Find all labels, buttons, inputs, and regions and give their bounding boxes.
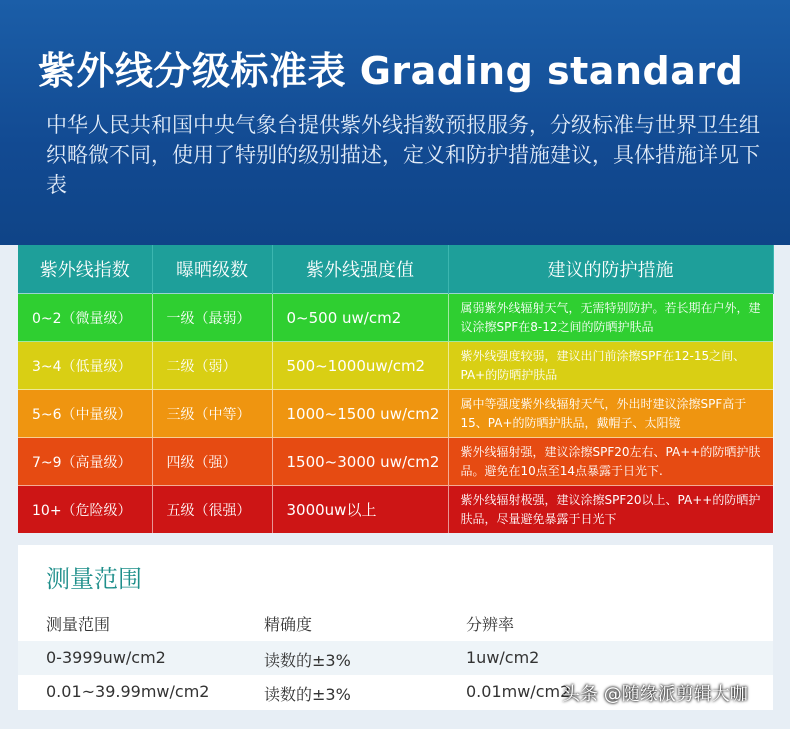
accuracy-cell: 读数的±3% [264, 685, 351, 704]
watermark: 头条 @随缘派剪辑大咖 [562, 684, 748, 705]
uv-index-cell: 5~6（中量级） [18, 390, 152, 438]
table-row [18, 486, 773, 534]
uv-index-cell: 3~4（低量级） [18, 342, 152, 390]
measurement-header-resolution: 分辨率 [466, 615, 515, 634]
advice-cell: 属弱紫外线辐射天气，无需特别防护。若长期在户外，建议涂擦SPF在8-12之间的防晒护肤品 [448, 294, 773, 342]
page-title: 紫外线分级标准表 Grading standard [38, 49, 744, 93]
advice-cell: 属中等强度紫外线辐射天气，外出时建议涂擦SPF高于15、PA+的防晒护肤品，戴帽子、太阳镜 [448, 390, 773, 438]
table-header-row [18, 245, 773, 294]
intensity-cell: 1000~1500 uw/cm2 [272, 390, 448, 438]
intensity-cell: 0~500 uw/cm2 [272, 294, 448, 342]
resolution-cell: 0.01mw/cm2 [466, 682, 571, 701]
advice-cell: 紫外线辐射极强，建议涂擦SPF20以上、PA++的防晒护肤品，尽量避免暴露于日光下 [448, 486, 773, 534]
advice-cell: 紫外线强度较弱，建议出门前涂擦SPF在12-15之间、PA+的防晒护肤品 [448, 342, 773, 390]
measurement-header-accuracy: 精确度 [264, 615, 313, 634]
range-cell: 0-3999uw/cm2 [46, 648, 166, 667]
header-banner [0, 0, 790, 245]
uv-grading-table [18, 245, 774, 533]
measurement-header-range: 测量范围 [46, 615, 111, 634]
exposure-level-cell: 四级（强） [152, 438, 272, 486]
measurement-header-row [18, 605, 773, 639]
measurement-row [18, 641, 773, 675]
column-header-exposure-level: 曝晒级数 [152, 245, 272, 294]
exposure-level-cell: 三级（中等） [152, 390, 272, 438]
table-row [18, 294, 773, 342]
uv-index-cell: 0~2（微量级） [18, 294, 152, 342]
advice-cell: 紫外线辐射强，建议涂擦SPF20左右、PA++的防晒护肤品。避免在10点至14点暴露于日光下. [448, 438, 773, 486]
intensity-cell: 500~1000uw/cm2 [272, 342, 448, 390]
intensity-cell: 1500~3000 uw/cm2 [272, 438, 448, 486]
column-header-protection-advice: 建议的防护措施 [448, 245, 773, 294]
resolution-cell: 1uw/cm2 [466, 648, 540, 667]
exposure-level-cell: 一级（最弱） [152, 294, 272, 342]
uv-index-cell: 7~9（高量级） [18, 438, 152, 486]
exposure-level-cell: 五级（很强） [152, 486, 272, 534]
table-row [18, 438, 773, 486]
accuracy-cell: 读数的±3% [264, 651, 351, 670]
table-row [18, 390, 773, 438]
table-row [18, 342, 773, 390]
uv-index-cell: 10+（危险级） [18, 486, 152, 534]
exposure-level-cell: 二级（弱） [152, 342, 272, 390]
intensity-cell: 3000uw以上 [272, 486, 448, 534]
intro-text: 中华人民共和国中央气象台提供紫外线指数预报服务，分级标准与世界卫生组织略微不同，使用了特别的级别描述，定义和防护措施建议，具体措施详见下表 [46, 113, 760, 197]
column-header-intensity: 紫外线强度值 [272, 245, 448, 294]
column-header-uv-index: 紫外线指数 [18, 245, 152, 294]
measurement-title: 测量范围 [46, 565, 142, 593]
range-cell: 0.01~39.99mw/cm2 [46, 682, 210, 701]
